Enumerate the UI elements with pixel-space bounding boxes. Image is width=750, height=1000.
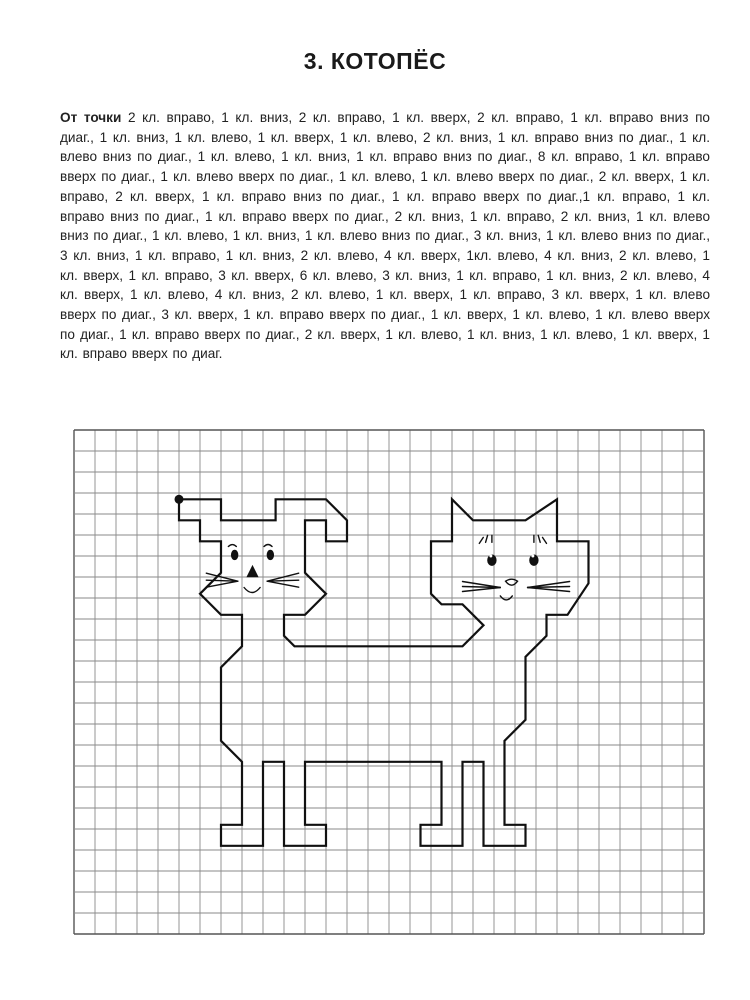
cat-left-whisker [463,587,501,588]
instructions-lead: От точки [60,110,122,125]
dog-figure [158,499,347,751]
cat-right-whisker [528,587,570,588]
cat-right-whisker [528,588,570,592]
cat-right-eye-glint [531,555,534,558]
dog-left-brow [228,545,236,547]
page-title: 3. КОТОПЁС [303,48,447,74]
dog-right-whisker [267,580,299,581]
dog-right-whisker [267,581,299,587]
dog-mouth [244,588,260,593]
dog-outline [158,499,347,751]
grid-lines [74,430,704,934]
cat-left-lashes [479,535,492,543]
dog-right-eye [267,550,273,559]
figure-outline-path [179,499,589,846]
instructions-body: 2 кл. вправо, 1 кл. вниз, 2 кл. вправо, 1 кл. вверх, 2 кл. вправо, 1 кл. вправо вниз по диаг., 1 кл. вниз, 1 кл. влево, 1 кл. вверх, 1 кл. влево, 2 кл. вниз, 1 кл. вправо вниз по диаг., 1 кл. влево вниз по диаг., 1 кл. влево, 1 кл. вниз, 1 кл. вправо вниз по диаг., 8 кл. вправо, 1 кл. вправо вверх по диаг., 1 кл. влево вверх по диаг., 1 кл. влево, 1 кл. влево вверх по диаг., 2 кл. вверх, 1 кл. вправо, 2 кл. вверх, 1 кл. вправо вниз по диаг., 1 кл. вправо вверх по диаг.,1 кл. вправо, 1 кл. вправо вниз по диаг., 1 кл. вправо вверх по диаг., 2 кл. вниз, 1 кл. вправо, 2 кл. вниз, 1 кл. влево вниз по диаг., 1 кл. влево, 1 кл. вниз, 1 кл. влево вниз по диаг., 3 кл. вниз, 1 кл. влево вниз по диаг., 3 кл. вниз, 1 кл. вправо, 1 кл. вниз, 2 кл. влево, 4 кл. вверх, 1кл. влево, 4 кл. вниз, 2 кл. влево, 1 кл. вверх, 1 кл. вправо, 3 кл. вверх, 6 кл. влево, 3 кл. вниз, 1 кл. вправо, 1 кл. вниз, 2 кл. влево, 4 кл. вверх, 1 кл. влево, 4 кл. вниз, 2 кл. влево, 1 кл. вверх, 1 кл. вправо, 3 кл. вверх, 1 кл. влево вверх по диаг., 3 кл. вверх, 1 кл. вправо вверх по диаг., 1 кл. вверх, 1 кл. влево, 1 кл. влево вверх по диаг., 1 кл. вправо вверх по диаг., 2 кл. вверх, 1 кл. влево, 1 кл. вниз, 1 кл. влево, 1 кл. вверх, 1 кл. вправо вверх по диаг. [60,110,710,362]
kotopes-outline [179,499,589,846]
cat-left-eye-glint [489,555,492,558]
dog-left-whisker [206,580,238,581]
dog-left-eye [232,550,238,559]
cat-left-whisker [463,588,501,592]
cat-nose [506,579,518,585]
dog-nose [248,567,258,577]
start-point-dot [175,495,184,504]
dog-right-brow [264,545,272,547]
